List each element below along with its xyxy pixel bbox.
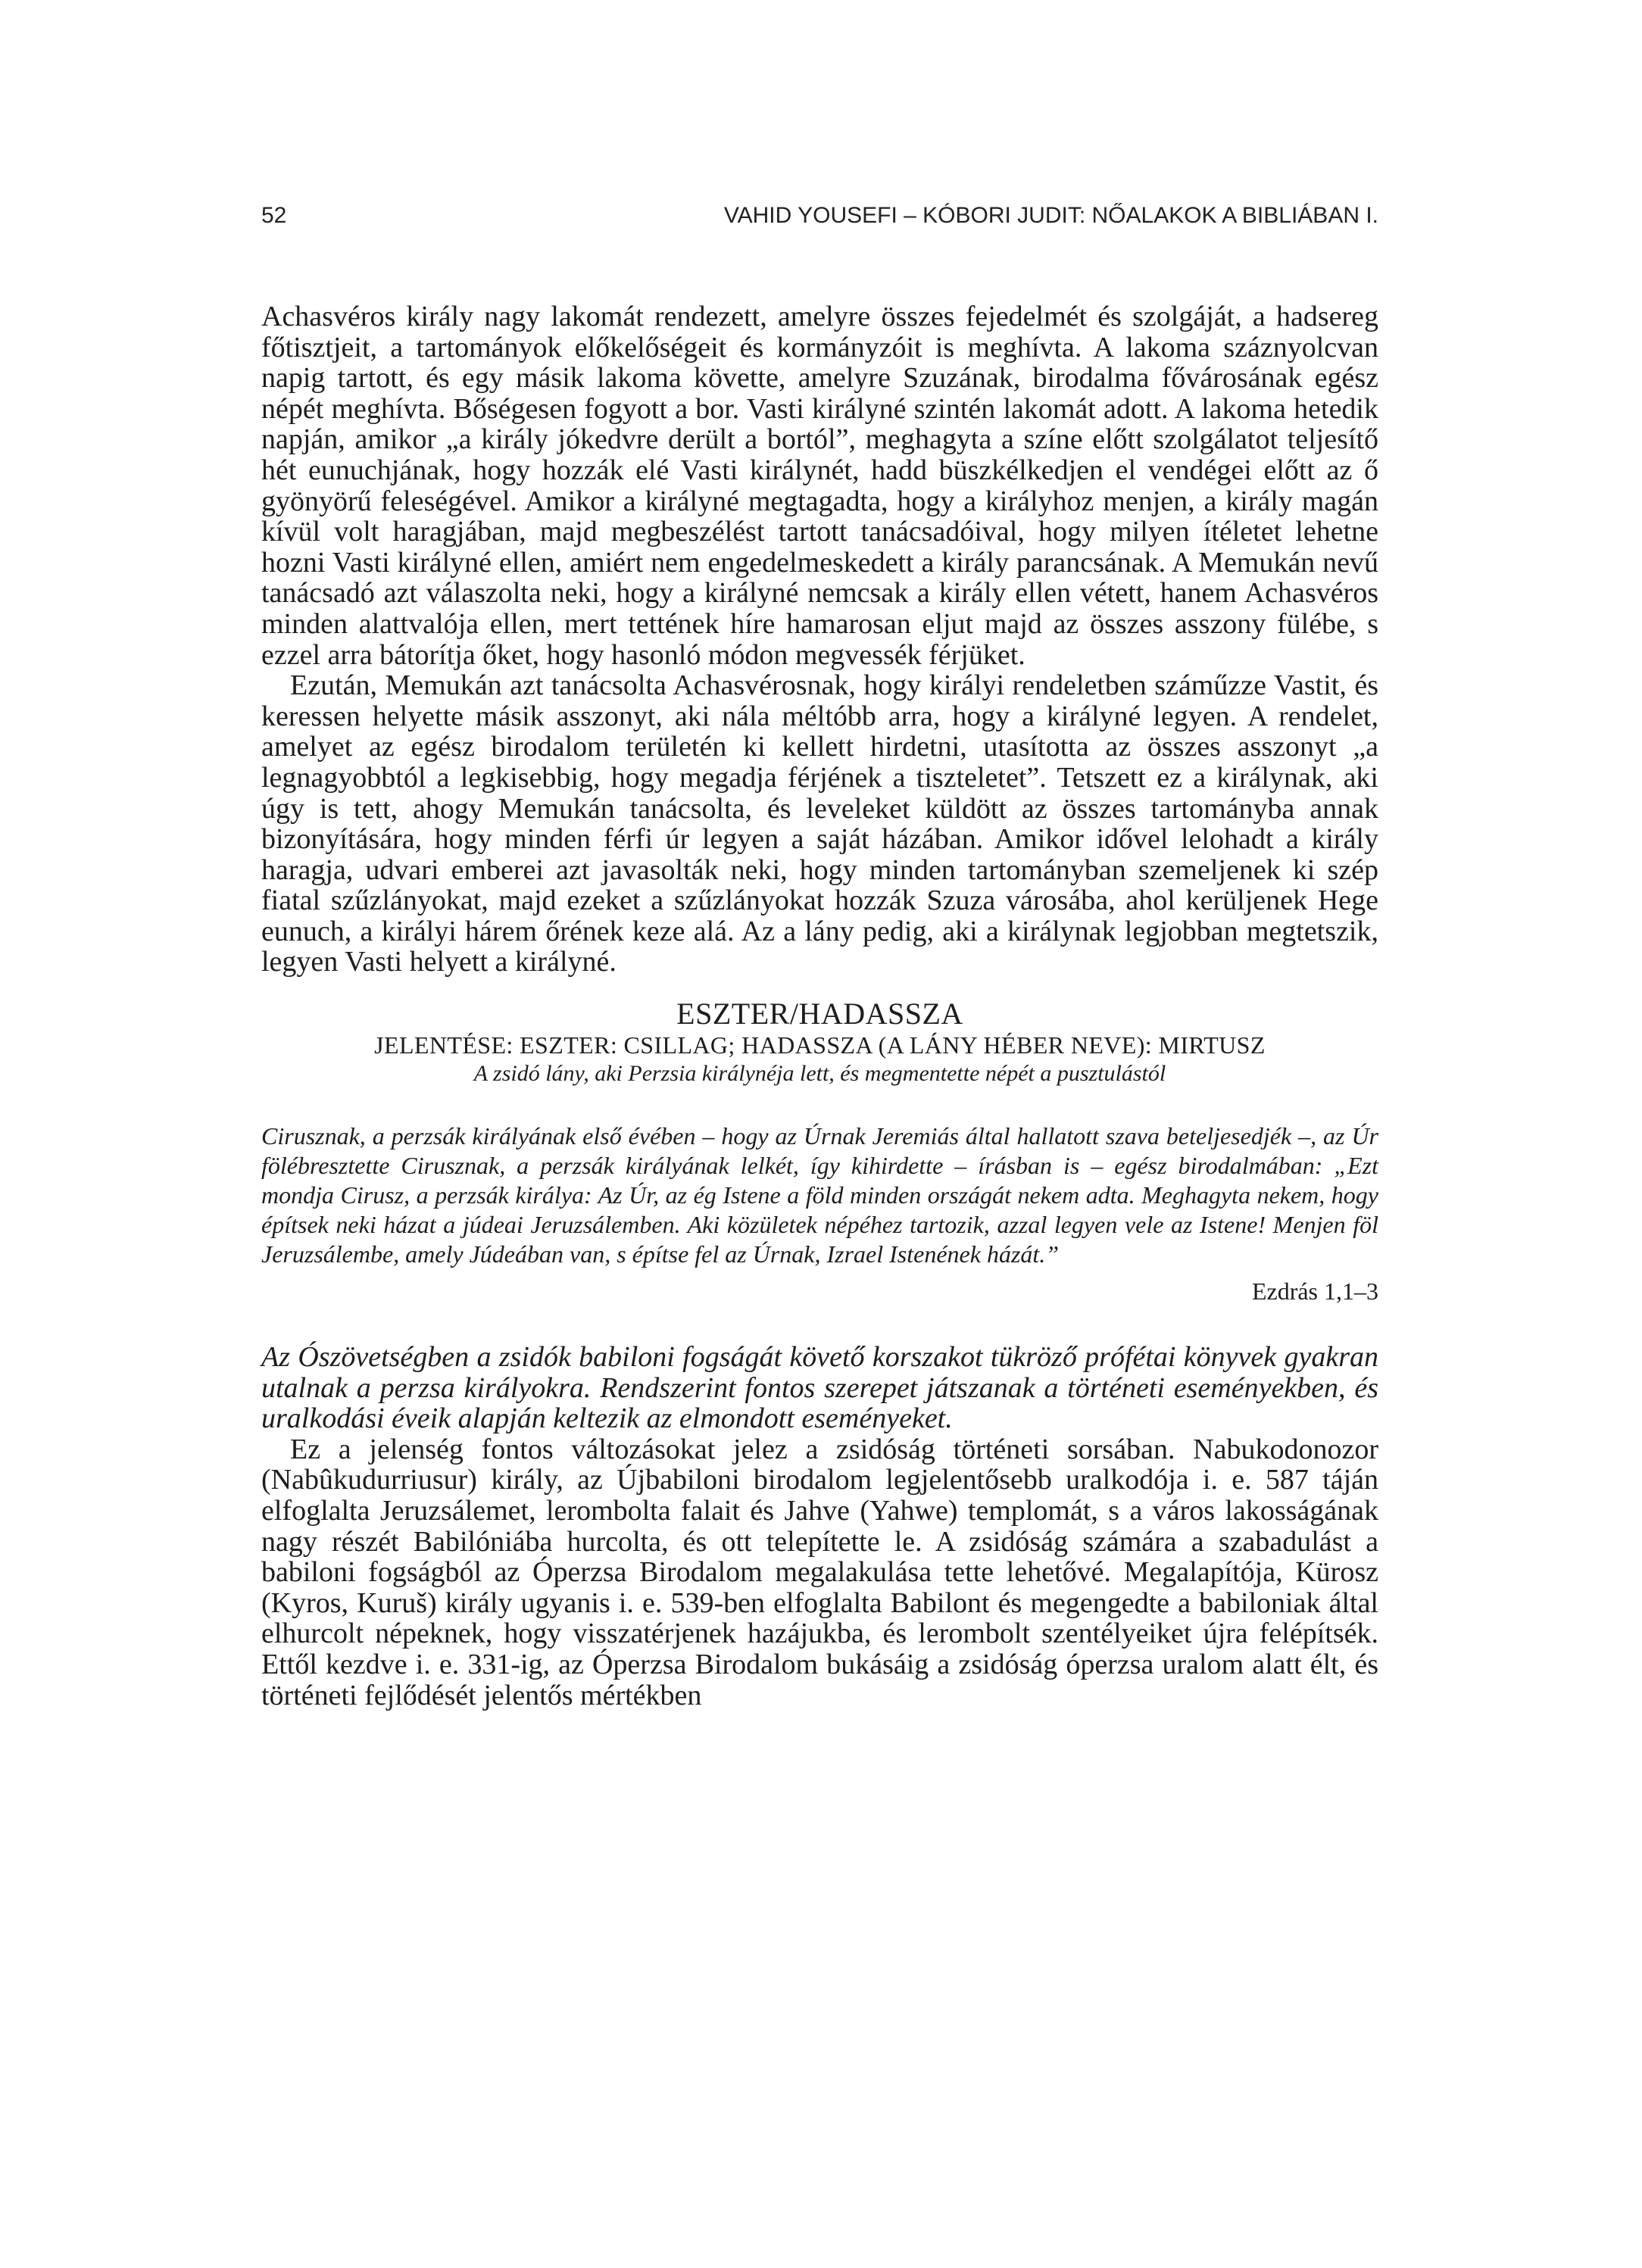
paragraph-intro: Az Ószövetségben a zsidók babiloni fogságát követő korszakot tükröző prófétai könyvek gyakran utalnak a perzsa királyokra. Rendszerint fontos szerepet játszanak a történeti eseményekben, és uralkodási éveik alapján keltezik az elmondott eseményeket. bbox=[261, 1341, 1378, 1435]
running-title: VAHID YOUSEFI – KÓBORI JUDIT: NŐALAKOK A BIBLIÁBAN I. bbox=[723, 203, 1378, 228]
section-heading bbox=[261, 997, 1378, 1088]
paragraph-decree: Ezután, Memukán azt tanácsolta Achasvérosnak, hogy királyi rendeletben száműzze Vastit, és keressen helyette másik asszonyt, aki nála méltóbb arra, hogy a királyné legyen. A rendelet, amelyet az egész birodalom területén ki kellett hirdetni, utasította az összes asszonyt „a legnagyobbtól a legkisebbig, hogy megadja férjének a tiszteletet”. Tetszett ez a királynak, aki úgy is tett, ahogy Memukán tanácsolta, és leveleket küldött az összes tartományba annak bizonyítására, hogy minden férfi úr legyen a saját házában. Amikor idővel lelohadt a király haragja, udvari emberei azt javasolták neki, hogy minden tartományban szemeljenek ki szép fiatal szűzlányokat, majd ezeket a szűzlányokat hozzák Szuza városába, ahol kerüljenek Hege eunuch, a királyi hárem őrének keze alá. Az a lány pedig, aki a királynak legjobban megtetszik, legyen Vasti helyett a királyné. bbox=[261, 669, 1378, 978]
section-title: ESZTER/HADASSZA bbox=[676, 997, 963, 1031]
page-number: 52 bbox=[261, 203, 287, 228]
scripture-reference: Ezdrás 1,1–3 bbox=[1251, 1278, 1378, 1306]
paragraph-feast: Achasvéros király nagy lakomát rendezett, amelyre összes fejedelmét és szolgáját, a hadsereg főtisztjeit, a tartományok előkelőségeit és kormányzóit is meghívta. A lakoma száznyolcvan napig tartott, és egy másik lakoma követte, amelyre Szuzának, birodalma fővárosának egész népét meghívta. Bőségesen fogyott a bor. Vasti királyné szintén lakomát adott. A lakoma hetedik napján, amikor „a király jókedvre derült a bortól”, meghagyta a színe előtt szolgálatot teljesítő hét eunuchjának, hogy hozzák elé Vasti királynét, hadd büszkélkedjen el vendégei előtt az ő gyönyörű feleségével. Amikor a királyné megtagadta, hogy a királyhoz menjen, a király magán kívül volt haragjában, majd megbeszélést tartott tanácsadóival, hogy milyen ítéletet lehetne hozni Vasti királyné ellen, amiért nem engedelmeskedett a király parancsának. A Memukán nevű tanácsadó azt válaszolta neki, hogy a királyné nemcsak a király ellen vétett, hanem Achasvéros minden alattvalója ellen, mert tettének híre hamarosan eljut majd az összes asszony fülébe, s ezzel arra bátorítja őket, hogy hasonló módon megvessék férjüket. bbox=[261, 301, 1378, 671]
page-body bbox=[261, 301, 1378, 1711]
running-header bbox=[261, 203, 1378, 233]
scripture-quote: Cirusznak, a perzsák királyának első évében – hogy az Úrnak Jeremiás által hallatott szava beteljesedjék –, az Úr fölébresztette Cirusznak, a perzsák királyának lelkét, így kihirdette – írásban is – egész birodalmában: „Ezt mondja Cirusz, a perzsák királya: Az Úr, az ég Istene a föld minden országát nekem adta. Meghagyta nekem, hogy építsek neki házat a júdeai Jeruzsálemben. Aki közületek népéhez tartozik, azzal legyen vele az Istene! Menjen föl Jeruzsálembe, amely Júdeában van, s építse fel az Úrnak, Izrael Istenének házát.” bbox=[261, 1122, 1378, 1268]
paragraph-history: Ez a jelenség fontos változásokat jelez a zsidóság történeti sorsában. Nabukodonozor (Nabûkudurriusur) király, az Újbabiloni birodalom legjelentősebb uralkodója i. e. 587 táján elfoglalta Jeruzsálemet, lerombolta falait és Jahve (Yahwe) templomát, s a város lakosságának nagy részét Babilóniába hurcolta, és ott telepítette le. A zsidóság számára a szabadulást a babiloni fogságból az Óperzsa Birodalom megalakulása tette lehetővé. Megalapítója, Kürosz (Kyros, Kuruš) király ugyanis i. e. 539-ben elfoglalta Babilont és megengedte a babiloniak által elhurcolt népeknek, hogy visszatérjenek hazájukba, és lerombolt szentélyeiket újra felépítsék. Ettől kezdve i. e. 331-ig, az Óperzsa Birodalom bukásáig a zsidóság óperzsa uralom alatt élt, és történeti fejlődését jelentős mértékben bbox=[261, 1433, 1378, 1711]
section-subtitle: A zsidó lány, aki Perzsia királynéja lett, és megmentette népét a pusztulástól bbox=[473, 1061, 1166, 1087]
section-meaning: JELENTÉSE: ESZTER: CSILLAG; HADASSZA (A LÁNY HÉBER NEVE): MIRTUSZ bbox=[374, 1031, 1266, 1059]
